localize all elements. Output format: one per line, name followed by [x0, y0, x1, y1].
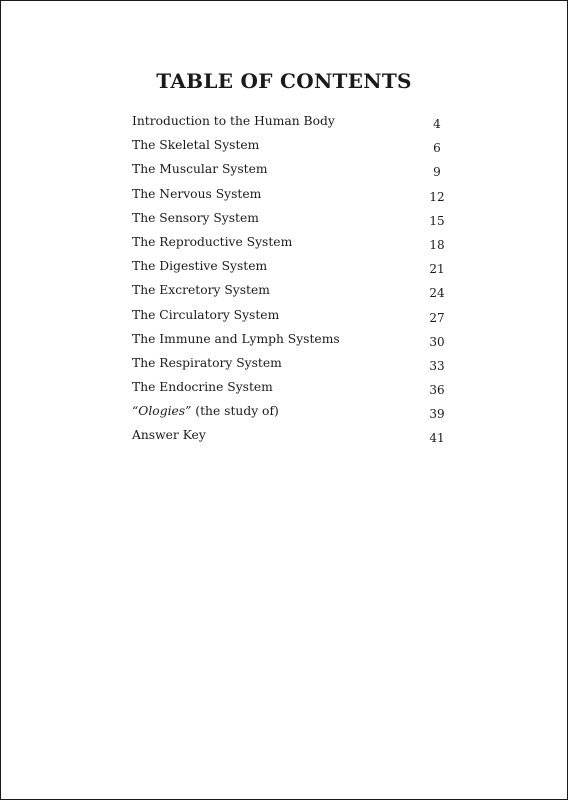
- toc-entry-page: 18: [429, 237, 445, 252]
- toc-entry: [132, 135, 452, 159]
- toc-entry: [132, 377, 452, 401]
- toc-entry: [132, 305, 452, 329]
- toc-entry: [132, 329, 452, 353]
- toc-entry: [132, 208, 452, 232]
- toc-list: [132, 111, 452, 450]
- toc-entry-page: 30: [429, 334, 445, 349]
- toc-entry-label: [132, 401, 279, 421]
- toc-entry: [132, 280, 452, 304]
- toc-entry-label: The Reproductive System: [132, 234, 293, 249]
- toc-entry-label: The Muscular System: [132, 162, 268, 177]
- toc-entry: [132, 111, 452, 135]
- toc-entry-label: The Excretory System: [132, 283, 270, 298]
- toc-entry-page: 9: [433, 165, 441, 180]
- toc-entry-label: The Immune and Lymph Systems: [132, 331, 340, 346]
- toc-entry-page: 24: [429, 286, 445, 301]
- toc-entry: [132, 401, 452, 425]
- toc-entry-page: 6: [433, 141, 441, 156]
- toc-entry: [132, 184, 452, 208]
- toc-entry-label: The Digestive System: [132, 259, 268, 274]
- toc-entry-page: 12: [429, 189, 445, 204]
- toc-entry-label-italic: “Ologies”: [132, 404, 192, 419]
- toc-entry-label: The Sensory System: [132, 210, 259, 225]
- toc-entry-label: The Skeletal System: [132, 138, 260, 153]
- toc-entry-label: The Endocrine System: [132, 380, 273, 395]
- toc-entry-page: 21: [429, 262, 445, 277]
- toc-entry: [132, 232, 452, 256]
- toc-entry-page: 27: [429, 310, 445, 325]
- toc-entry: [132, 425, 452, 449]
- page-title: TABLE OF CONTENTS: [156, 69, 412, 93]
- toc-entry-label: The Respiratory System: [132, 355, 282, 370]
- toc-entry-label-rest: (the study of): [191, 404, 279, 419]
- toc-entry-page: 36: [429, 383, 445, 398]
- toc-entry-label: The Nervous System: [132, 186, 262, 201]
- toc-entry-page: 41: [429, 431, 445, 446]
- toc-entry-page: 15: [429, 213, 445, 228]
- toc-entry-page: 39: [429, 407, 445, 422]
- toc-entry: [132, 256, 452, 280]
- toc-entry-page: 33: [429, 358, 445, 373]
- toc-entry-page: 4: [433, 117, 441, 131]
- toc-entry: [132, 353, 452, 377]
- toc-entry-label: The Circulatory System: [132, 307, 280, 322]
- toc-entry-label: Answer Key: [132, 428, 206, 443]
- toc-entry-label: Introduction to the Human Body: [132, 114, 335, 128]
- toc-entry: [132, 159, 452, 183]
